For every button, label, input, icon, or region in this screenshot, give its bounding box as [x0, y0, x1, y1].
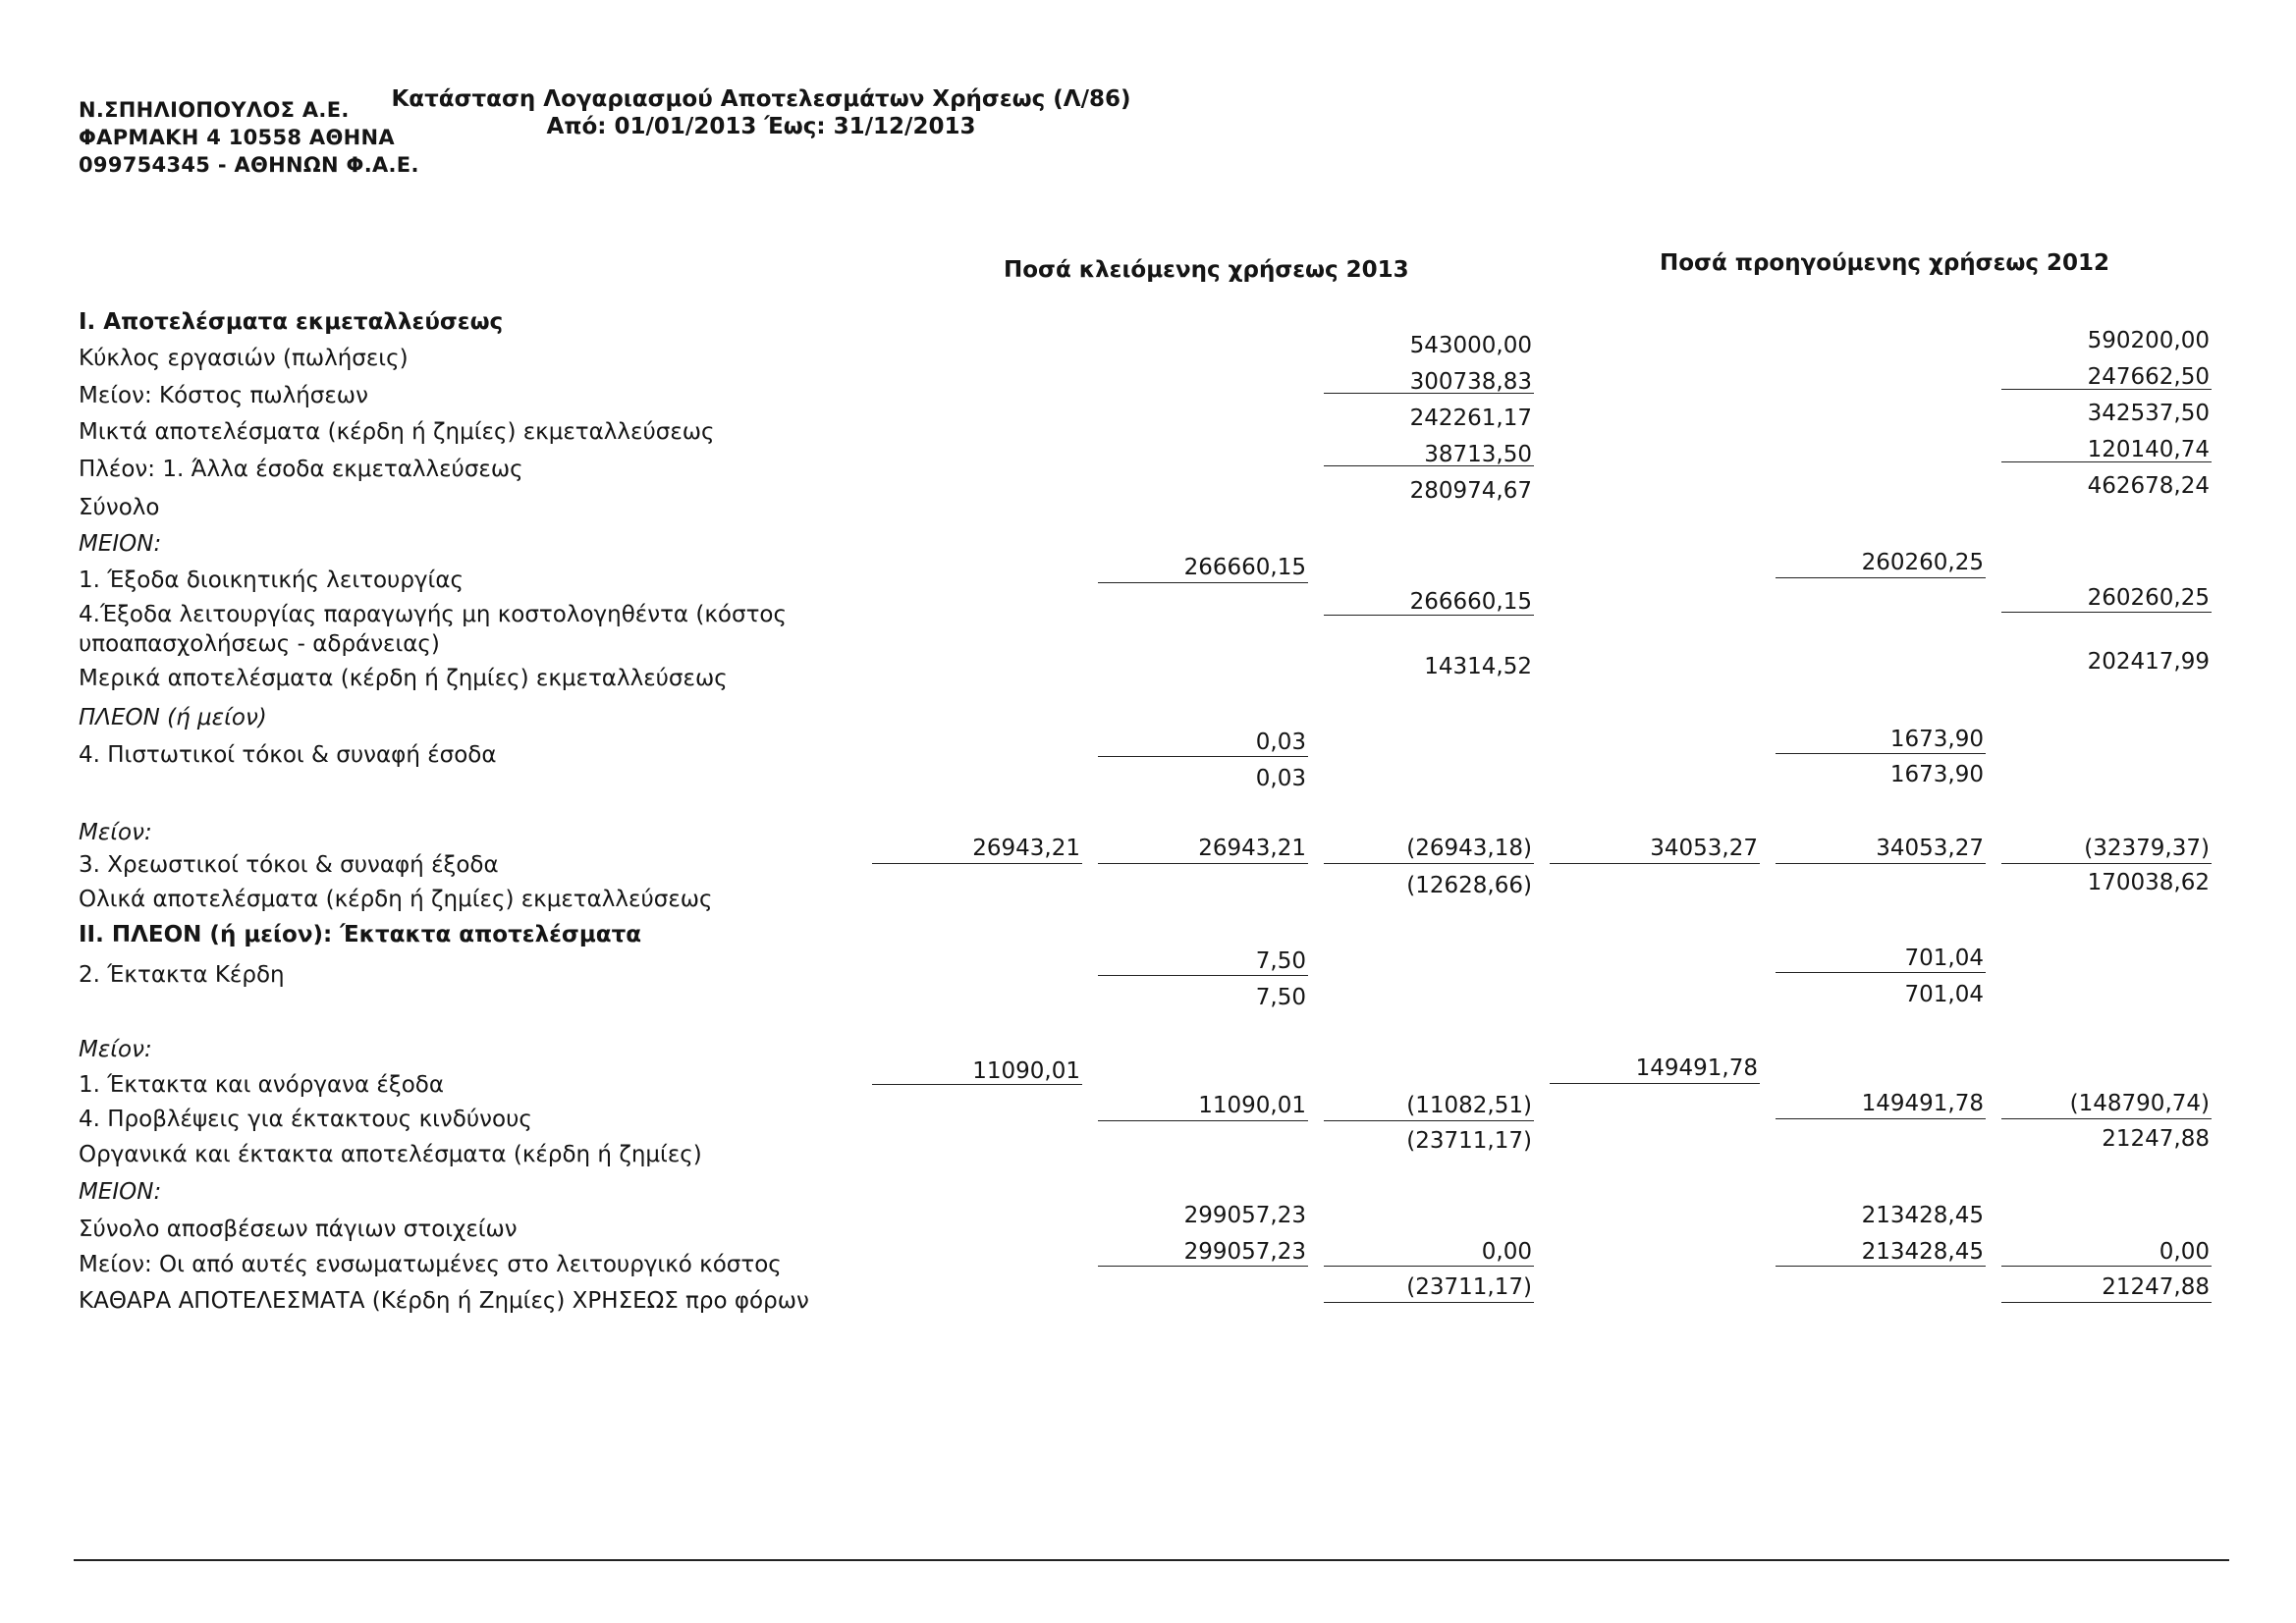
underline-rule [1098, 1266, 1308, 1267]
row-label-extraordinary-gains: 2. Έκτακτα Κέρδη [79, 962, 285, 988]
underline-rule [1550, 1083, 1760, 1084]
row-label-administrative-expenses: 1. Έξοδα διοικητικής λειτουργίας [79, 568, 464, 593]
underline-rule [1776, 577, 1986, 578]
row-label-gross-results: Μικτά αποτελέσματα (κέρδη ή ζημίες) εκμεταλλεύσεως [79, 419, 715, 445]
amount-cell: 26943,21 [972, 836, 1080, 861]
column-header-current-year: Ποσά κλειόμενης χρήσεως 2013 [1004, 257, 1409, 283]
amount-cell: 26943,21 [1198, 836, 1306, 861]
row-label-net-results-before-tax: ΚΑΘΑΡΑ ΑΠΟΤΕΛΕΣΜΑΤΑ (Κέρδη ή Ζημίες) ΧΡΗΣΕΩΣ προ φόρων [79, 1288, 809, 1314]
amount-cell: 0,00 [2159, 1239, 2210, 1265]
amount-cell: 701,04 [1904, 946, 1984, 971]
row-label-cost-of-sales: Μείον: Κόστος πωλήσεων [79, 383, 368, 408]
amount-cell: 242261,17 [1409, 406, 1532, 431]
company-tax-id: 099754345 - ΑΘΗΝΩΝ Φ.Α.Ε. [79, 153, 419, 177]
amount-cell: 266660,15 [1183, 555, 1306, 580]
row-label-partial-results: Μερικά αποτελέσματα (κέρδη ή ζημίες) εκμεταλλεύσεως [79, 666, 728, 691]
amount-cell: (12628,66) [1406, 873, 1532, 898]
underline-rule [1098, 975, 1308, 976]
amount-cell: 149491,78 [1861, 1091, 1984, 1116]
underline-rule [872, 863, 1082, 864]
amount-cell: 260260,25 [2087, 585, 2210, 611]
underline-rule [2001, 389, 2212, 390]
amount-cell: 7,50 [1255, 948, 1306, 974]
amount-cell: (23711,17) [1406, 1128, 1532, 1154]
report-title: Κατάσταση Λογαριασμού Αποτελεσμάτων Χρήσεως (Λ/86) [391, 86, 1131, 112]
amount-cell: (23711,17) [1406, 1274, 1532, 1300]
amount-cell: 1673,90 [1889, 727, 1984, 752]
amount-cell: 260260,25 [1861, 550, 1984, 575]
amount-cell: 34053,27 [1650, 836, 1758, 861]
amount-cell: 1673,90 [1889, 762, 1984, 787]
underline-rule [1324, 863, 1534, 864]
amount-cell: 342537,50 [2087, 401, 2210, 426]
amount-cell: 543000,00 [1409, 333, 1532, 358]
amount-cell: 701,04 [1904, 982, 1984, 1007]
amount-cell: (11082,51) [1406, 1093, 1532, 1118]
amount-cell: 202417,99 [2087, 649, 2210, 675]
row-label-interest-expenses: 3. Χρεωστικοί τόκοι & συναφή έξοδα [79, 852, 499, 878]
amount-cell: 34053,27 [1876, 836, 1984, 861]
amount-cell: 14314,52 [1424, 654, 1532, 679]
row-label-extraordinary-expenses: 1. Έκτακτα και ανόργανα έξοδα [79, 1072, 444, 1098]
amount-cell: 590200,00 [2087, 328, 2210, 353]
row-label-less-2: Μείον: [79, 820, 152, 845]
company-name: Ν.ΣΠΗΛΙΟΠΟΥΛΟΣ Α.Ε. [79, 98, 350, 122]
section-heading-extraordinary-results: II. ΠΛΕΟΝ (ή μείον): Έκτακτα αποτελέσματα [79, 922, 642, 947]
amount-cell: 21247,88 [2102, 1274, 2210, 1300]
amount-cell: 299057,23 [1183, 1203, 1306, 1228]
footer-divider [74, 1559, 2229, 1561]
underline-rule [2001, 1118, 2212, 1119]
underline-rule [1098, 756, 1308, 757]
amount-cell: 11090,01 [1198, 1093, 1306, 1118]
underline-rule [1324, 1120, 1534, 1121]
amount-cell: 0,03 [1255, 766, 1306, 791]
row-label-total: Σύνολο [79, 495, 160, 520]
underline-rule [1776, 863, 1986, 864]
amount-cell: 38713,50 [1424, 442, 1532, 467]
amount-cell: (148790,74) [2069, 1091, 2210, 1116]
amount-cell: 462678,24 [2087, 473, 2210, 499]
amount-cell: (32379,37) [2084, 836, 2210, 861]
underline-rule [1776, 1266, 1986, 1267]
row-label-turnover: Κύκλος εργασιών (πωλήσεις) [79, 346, 409, 371]
amount-cell: 11090,01 [972, 1058, 1080, 1084]
underline-rule [1550, 863, 1760, 864]
row-label-total-operating-results: Ολικά αποτελέσματα (κέρδη ή ζημίες) εκμεταλλεύσεως [79, 887, 713, 912]
row-label-plus-or-less: ΠΛΕΟΝ (ή μείον) [79, 705, 267, 730]
underline-rule [1098, 582, 1308, 583]
row-label-depreciation-in-operating-cost: Μείον: Οι από αυτές ενσωματωμένες στο λειτουργικό κόστος [79, 1252, 782, 1277]
amount-cell: 213428,45 [1861, 1203, 1984, 1228]
report-period: Από: 01/01/2013 Έως: 31/12/2013 [546, 114, 976, 139]
company-address: ΦΑΡΜΑΚΗ 4 10558 ΑΘΗΝΑ [79, 126, 395, 149]
row-label-less-3: Μείον: [79, 1037, 152, 1062]
amount-cell: 21247,88 [2102, 1126, 2210, 1152]
row-label-total-depreciation: Σύνολο αποσβέσεων πάγιων στοιχείων [79, 1217, 518, 1242]
underline-rule [1324, 465, 1534, 466]
row-label-other-operating-income: Πλέον: 1. Άλλα έσοδα εκμεταλλεύσεως [79, 457, 523, 482]
underline-rule [2001, 863, 2212, 864]
amount-cell: 0,00 [1481, 1239, 1532, 1265]
section-heading-operating-results: I. Αποτελέσματα εκμεταλλεύσεως [79, 309, 504, 335]
underline-rule [2001, 612, 2212, 613]
underline-rule [1324, 615, 1534, 616]
amount-cell: 213428,45 [1861, 1239, 1984, 1265]
amount-cell: 120140,74 [2087, 437, 2210, 462]
row-label-unallocated-production-expenses-cont: υποαπασχολήσεως - αδράνειας) [79, 631, 440, 657]
underline-rule [1324, 1266, 1534, 1267]
row-label-interest-income: 4. Πιστωτικοί τόκοι & συναφή έσοδα [79, 742, 497, 768]
underline-rule [1324, 1302, 1534, 1303]
amount-cell: (26943,18) [1406, 836, 1532, 861]
underline-rule [1098, 1120, 1308, 1121]
amount-cell: 149491,78 [1635, 1055, 1758, 1081]
amount-cell: 299057,23 [1183, 1239, 1306, 1265]
amount-cell: 170038,62 [2087, 870, 2210, 895]
amount-cell: 300738,83 [1409, 369, 1532, 395]
amount-cell: 266660,15 [1409, 589, 1532, 615]
underline-rule [1776, 753, 1986, 754]
row-label-less-4: ΜΕΙΟΝ: [79, 1179, 162, 1205]
amount-cell: 7,50 [1255, 985, 1306, 1010]
underline-rule [872, 1084, 1082, 1085]
amount-cell: 280974,67 [1409, 478, 1532, 504]
underline-rule [2001, 1302, 2212, 1303]
amount-cell: 247662,50 [2087, 364, 2210, 390]
row-label-ordinary-and-extraordinary-results: Οργανικά και έκτακτα αποτελέσματα (κέρδη ή ζημίες) [79, 1142, 702, 1167]
underline-rule [1324, 393, 1534, 394]
underline-rule [1098, 863, 1308, 864]
underline-rule [2001, 461, 2212, 462]
column-header-previous-year: Ποσά προηγούμενης χρήσεως 2012 [1660, 250, 2110, 276]
underline-rule [1776, 972, 1986, 973]
underline-rule [2001, 1266, 2212, 1267]
amount-cell: 0,03 [1255, 730, 1306, 755]
underline-rule [1776, 1118, 1986, 1119]
row-label-provisions: 4. Προβλέψεις για έκτακτους κινδύνους [79, 1107, 532, 1132]
row-label-less-1: ΜΕΙΟΝ: [79, 531, 162, 557]
row-label-unallocated-production-expenses: 4.Έξοδα λειτουργίας παραγωγής μη κοστολογηθέντα (κόστος [79, 602, 787, 627]
